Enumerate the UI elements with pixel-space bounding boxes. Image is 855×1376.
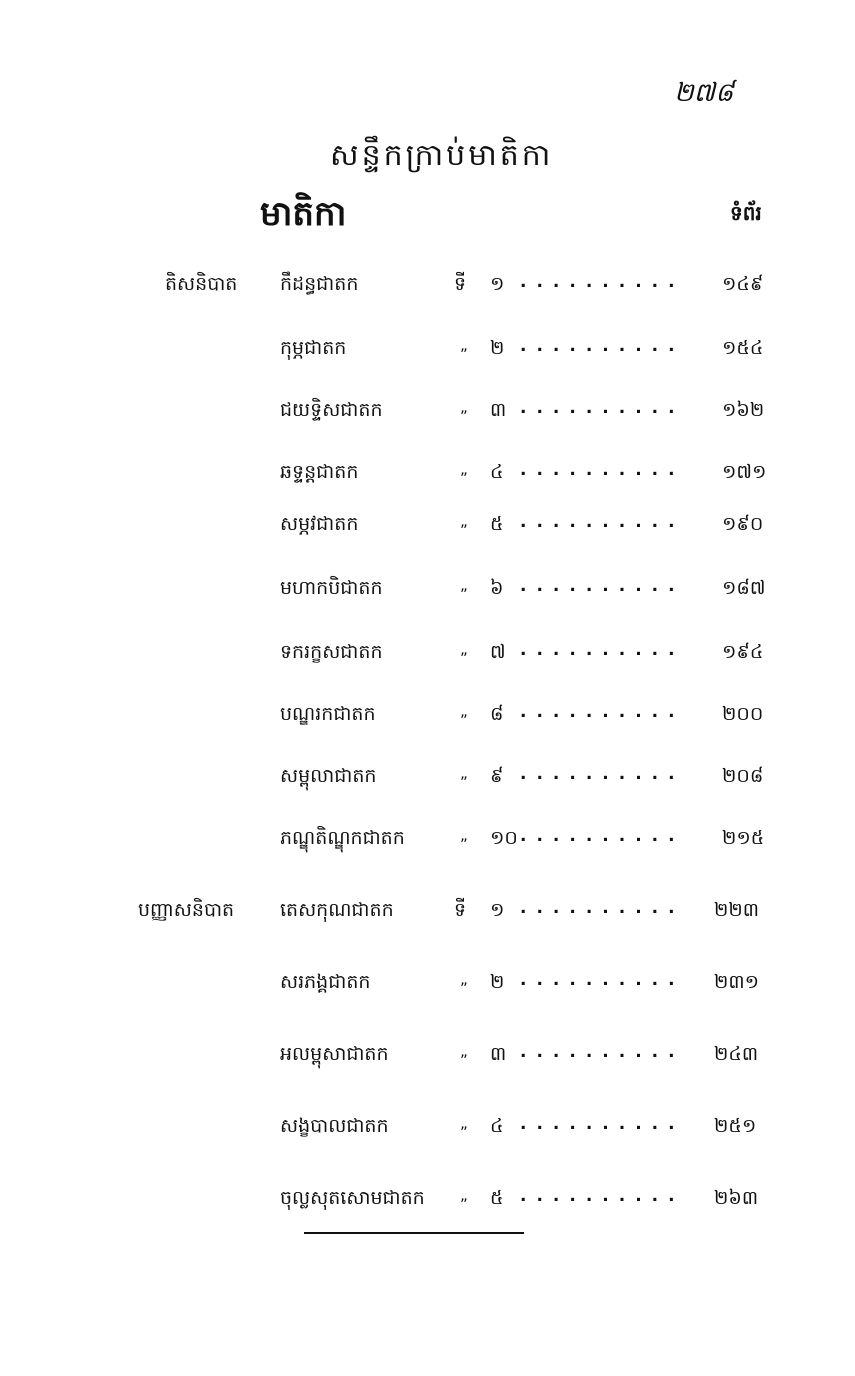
entry-mark: „ [460, 702, 468, 720]
entry-mark: „ [460, 1114, 468, 1132]
entry-number: ៩ [490, 765, 504, 787]
entry-mark: „ [460, 640, 468, 658]
list-item [0, 1186, 855, 1226]
entry-page: ២៦៣ [714, 1187, 759, 1209]
entry-number: ៧ [490, 641, 506, 663]
entry-page: ១៨៧ [722, 577, 766, 599]
entry-page: ២៣១ [714, 971, 759, 993]
leader-dots: .......... [520, 272, 685, 292]
entry-mark: „ [460, 336, 468, 354]
leader-dots: .......... [520, 640, 685, 660]
leader-dots: .......... [520, 512, 685, 532]
entry-number: ៣ [490, 399, 507, 421]
entry-title: សង្ខបាលជាតក [280, 1115, 389, 1137]
list-item [0, 272, 855, 312]
entry-mark: „ [460, 460, 468, 478]
entry-mark: „ [460, 1042, 468, 1060]
entry-mark: „ [460, 764, 468, 782]
leader-dots: .......... [520, 764, 685, 784]
leader-dots: .......... [520, 826, 685, 846]
entry-page: ១៩០ [722, 513, 764, 535]
section-name: បញ្ញាសនិបាត [138, 899, 235, 921]
entry-number: ២ [490, 337, 505, 359]
list-item [0, 336, 855, 376]
entry-title: សម្ពុលាជាតក [280, 765, 377, 787]
entry-mark: ទី [454, 273, 467, 295]
list-item [0, 640, 855, 680]
list-item [0, 398, 855, 438]
entry-page: ២០០ [722, 703, 764, 725]
leader-dots: .......... [520, 970, 685, 990]
entry-page: ២១៥ [722, 827, 765, 849]
entry-title: អលម្ពុសាជាតក [280, 1043, 389, 1065]
list-item [0, 512, 855, 552]
list-item [0, 576, 855, 616]
leader-dots: .......... [520, 898, 685, 918]
entry-number: ៨ [490, 703, 504, 725]
entry-mark: „ [460, 1186, 468, 1204]
leader-dots: .......... [520, 702, 685, 722]
leader-dots: .......... [520, 1186, 685, 1206]
leader-dots: .......... [520, 1114, 685, 1134]
entry-title: កុម្ភជាតក [280, 337, 347, 359]
list-item [0, 826, 855, 866]
entry-page: ១៦២ [722, 399, 765, 421]
list-item [0, 702, 855, 742]
entry-number: ២ [490, 971, 505, 993]
entry-mark: „ [460, 576, 468, 594]
leader-dots: .......... [520, 1042, 685, 1062]
end-rule [304, 1232, 524, 1234]
page-number: ២៧៨ [674, 78, 734, 108]
entry-number: ៣ [490, 1043, 507, 1065]
entry-page: ១៧១ [722, 461, 767, 483]
leader-dots: .......... [520, 460, 685, 480]
list-item [0, 898, 855, 938]
list-item [0, 1042, 855, 1082]
page-column-heading: ទំព័រ [730, 201, 762, 225]
entry-title: ចុល្លសុតសោមជាតក [280, 1187, 425, 1209]
entry-title: ទករក្ខសជាតក [280, 641, 383, 663]
leader-dots: .......... [520, 576, 685, 596]
entry-number: ១០ [490, 827, 518, 849]
entry-number: ១ [490, 899, 505, 921]
entry-mark: ទី [454, 899, 467, 921]
list-item [0, 764, 855, 804]
entry-title: សរភង្គជាតក [280, 971, 371, 993]
entry-page: ២៥១ [714, 1115, 757, 1137]
entry-number: ៤ [490, 461, 504, 483]
leader-dots: .......... [520, 336, 685, 356]
entry-title: ជយទ្ទិសជាតក [280, 399, 383, 421]
contents-heading: មាតិកា [260, 194, 347, 234]
entry-number: ៥ [490, 1187, 504, 1209]
entry-mark: „ [460, 512, 468, 530]
entry-title: កឹដន្ធជាតក [280, 273, 359, 295]
entry-title: ឆទ្ទន្តជាតក [280, 461, 359, 483]
page-title: សន្ទឹកក្រាប់មាតិកា [330, 138, 554, 173]
entry-page: ១៤៩ [722, 273, 764, 295]
entry-title: សម្ភវជាតក [280, 513, 359, 535]
entry-number: ១ [490, 273, 505, 295]
entry-mark: „ [460, 398, 468, 416]
entry-mark: „ [460, 970, 468, 988]
entry-title: ភណ្ឌុតិណ្ឌុកជាតក [280, 827, 405, 849]
list-item [0, 460, 855, 500]
entry-page: ២០៨ [722, 765, 764, 787]
entry-title: មហាកបិជាតក [280, 577, 383, 599]
section-name: តិសនិបាត [165, 273, 238, 295]
entry-page: ២២៣ [714, 899, 759, 921]
entry-number: ៦ [490, 577, 504, 599]
entry-number: ៤ [490, 1115, 504, 1137]
leader-dots: .......... [520, 398, 685, 418]
entry-mark: „ [460, 826, 468, 844]
entry-title: បណ្ឌរកជាតក [280, 703, 376, 725]
entry-page: ១៩៤ [722, 641, 764, 663]
entry-number: ៥ [490, 513, 504, 535]
entry-page: ១៥៤ [722, 337, 764, 359]
entry-title: តេសកុណជាតក [280, 899, 394, 921]
entry-page: ២៤៣ [714, 1043, 759, 1065]
list-item [0, 970, 855, 1010]
list-item [0, 1114, 855, 1154]
